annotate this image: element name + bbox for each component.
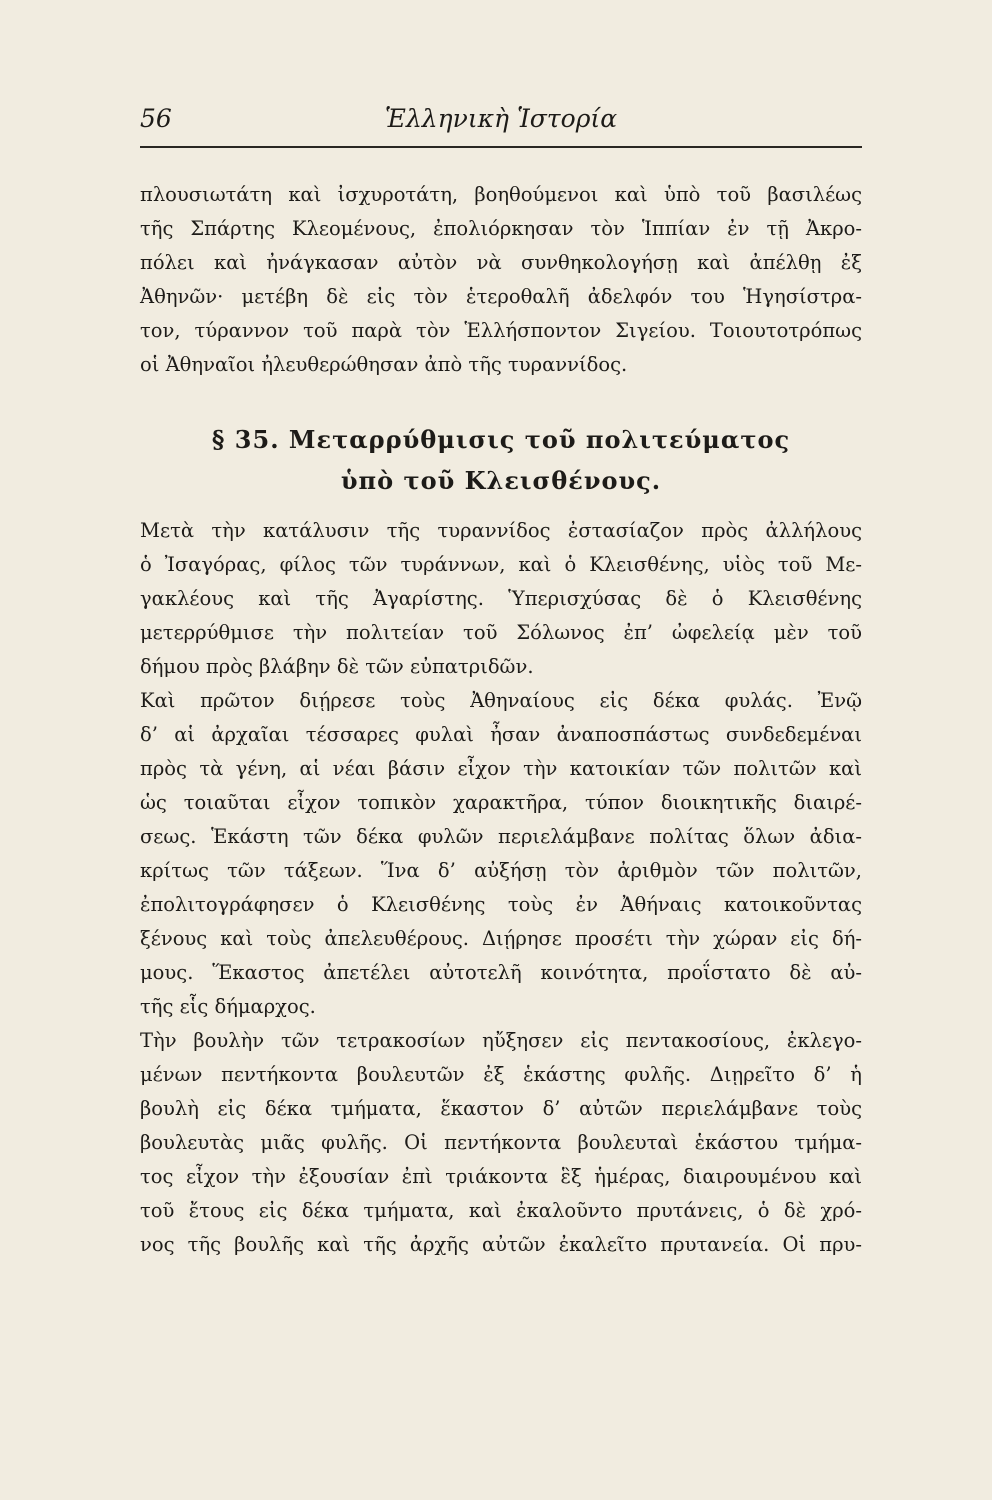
text-line: ξένους καὶ τοὺς ἀπελευθέρους. Διῄρησε προσέτι τὴν χώραν εἰς δή- [140, 927, 862, 950]
text-line: βουλὴ εἰς δέκα τμήματα, ἕκαστον δ’ αὐτῶν περιελάμβανε τοὺς [140, 1097, 862, 1120]
text-line: μετερρύθμισε τὴν πολιτείαν τοῦ Σόλωνος ἐπ’ ὠφελείᾳ μὲν τοῦ [140, 621, 862, 644]
text-line: μους. Ἕκαστος ἀπετέλει αὐτοτελῆ κοινότητα, προΐστατο δὲ αὐ- [140, 961, 862, 984]
section-heading-continued: ὑπὸ τοῦ Κλεισθένους. [340, 466, 662, 495]
text-line: οἱ Ἀθηναῖοι ἠλευθερώθησαν ἀπὸ τῆς τυραννίδος. [140, 353, 628, 376]
text-line: σεως. Ἑκάστη τῶν δέκα φυλῶν περιελάμβανε πολίτας ὅλων ἀδια- [140, 825, 862, 848]
text-line: Τὴν βουλὴν τῶν τετρακοσίων ηὔξησεν εἰς πεντακοσίους, ἐκλεγο- [140, 1029, 862, 1052]
text-line: ὁ Ἰσαγόρας, φίλος τῶν τυράννων, καὶ ὁ Κλεισθένης, υἱὸς τοῦ Με- [140, 553, 862, 576]
text-line: ἐπολιτογράφησεν ὁ Κλεισθένης τοὺς ἐν Ἀθήναις κατοικοῦντας [140, 893, 862, 916]
header-rule [140, 146, 862, 148]
text-line: τον, τύραννον τοῦ παρὰ τὸν Ἑλλήσποντον Σιγείου. Τοιουτοτρόπως [140, 319, 862, 342]
page-number: 56 [140, 104, 172, 133]
text-line: τῆς Σπάρτης Κλεομένους, ἐπολιόρκησαν τὸν Ἱππίαν ἐν τῇ Ἀκρο- [140, 217, 862, 240]
text-line: Μετὰ τὴν κατάλυσιν τῆς τυραννίδος ἐστασίαζον πρὸς ἀλλήλους [140, 519, 862, 542]
running-title: Ἑλληνικὴ Ἱστορία [384, 104, 618, 133]
text-line: πρὸς τὰ γένη, αἱ νέαι βάσιν εἶχον τὴν κατοικίαν τῶν πολιτῶν καὶ [140, 757, 862, 780]
text-line: δήμου πρὸς βλάβην δὲ τῶν εὐπατριδῶν. [140, 655, 534, 678]
text-line: δ’ αἱ ἀρχαῖαι τέσσαρες φυλαὶ ἦσαν ἀναποσπάστως συνδεδεμέναι [140, 723, 862, 746]
text-line: κρίτως τῶν τάξεων. Ἵνα δ’ αὐξήσῃ τὸν ἀριθμὸν τῶν πολιτῶν, [140, 859, 862, 882]
text-line: τος εἶχον τὴν ἐξουσίαν ἐπὶ τριάκοντα ἓξ ἡμέρας, διαιρουμένου καὶ [140, 1165, 862, 1188]
text-line: ὡς τοιαῦται εἶχον τοπικὸν χαρακτῆρα, τύπον διοικητικῆς διαιρέ- [140, 791, 862, 814]
text-line: τῆς εἷς δήμαρχος. [140, 995, 316, 1018]
text-line: γακλέους καὶ τῆς Ἀγαρίστης. Ὑπερισχύσας δὲ ὁ Κλεισθένης [140, 587, 862, 610]
text-line: βουλευτὰς μιᾶς φυλῆς. Οἱ πεντήκοντα βουλευταὶ ἑκάστου τμήμα- [140, 1131, 862, 1154]
text-line: πόλει καὶ ἠνάγκασαν αὐτὸν νὰ συνθηκολογήσῃ καὶ ἀπέλθῃ ἐξ [140, 251, 862, 274]
text-line: πλουσιωτάτη καὶ ἰσχυροτάτη, βοηθούμενοι καὶ ὑπὸ τοῦ βασιλέως [140, 183, 862, 206]
text-line: μένων πεντήκοντα βουλευτῶν ἐξ ἑκάστης φυλῆς. Διῃρεῖτο δ’ ἡ [140, 1063, 862, 1086]
text-line: Ἀθηνῶν· μετέβη δὲ εἰς τὸν ἑτεροθαλῆ ἀδελφόν του Ἡγησίστρα- [140, 285, 862, 308]
text-line: νος τῆς βουλῆς καὶ τῆς ἀρχῆς αὐτῶν ἐκαλεῖτο πρυτανεία. Οἱ πρυ- [140, 1233, 862, 1256]
text-line: Καὶ πρῶτον διῄρεσε τοὺς Ἀθηναίους εἰς δέκα φυλάς. Ἐνῷ [140, 689, 862, 712]
section-heading: § 35. Μεταρρύθμισις τοῦ πολιτεύματος [211, 425, 791, 454]
page-header [140, 104, 862, 144]
text-line: τοῦ ἔτους εἰς δέκα τμήματα, καὶ ἐκαλοῦντο πρυτάνεις, ὁ δὲ χρό- [140, 1199, 862, 1222]
